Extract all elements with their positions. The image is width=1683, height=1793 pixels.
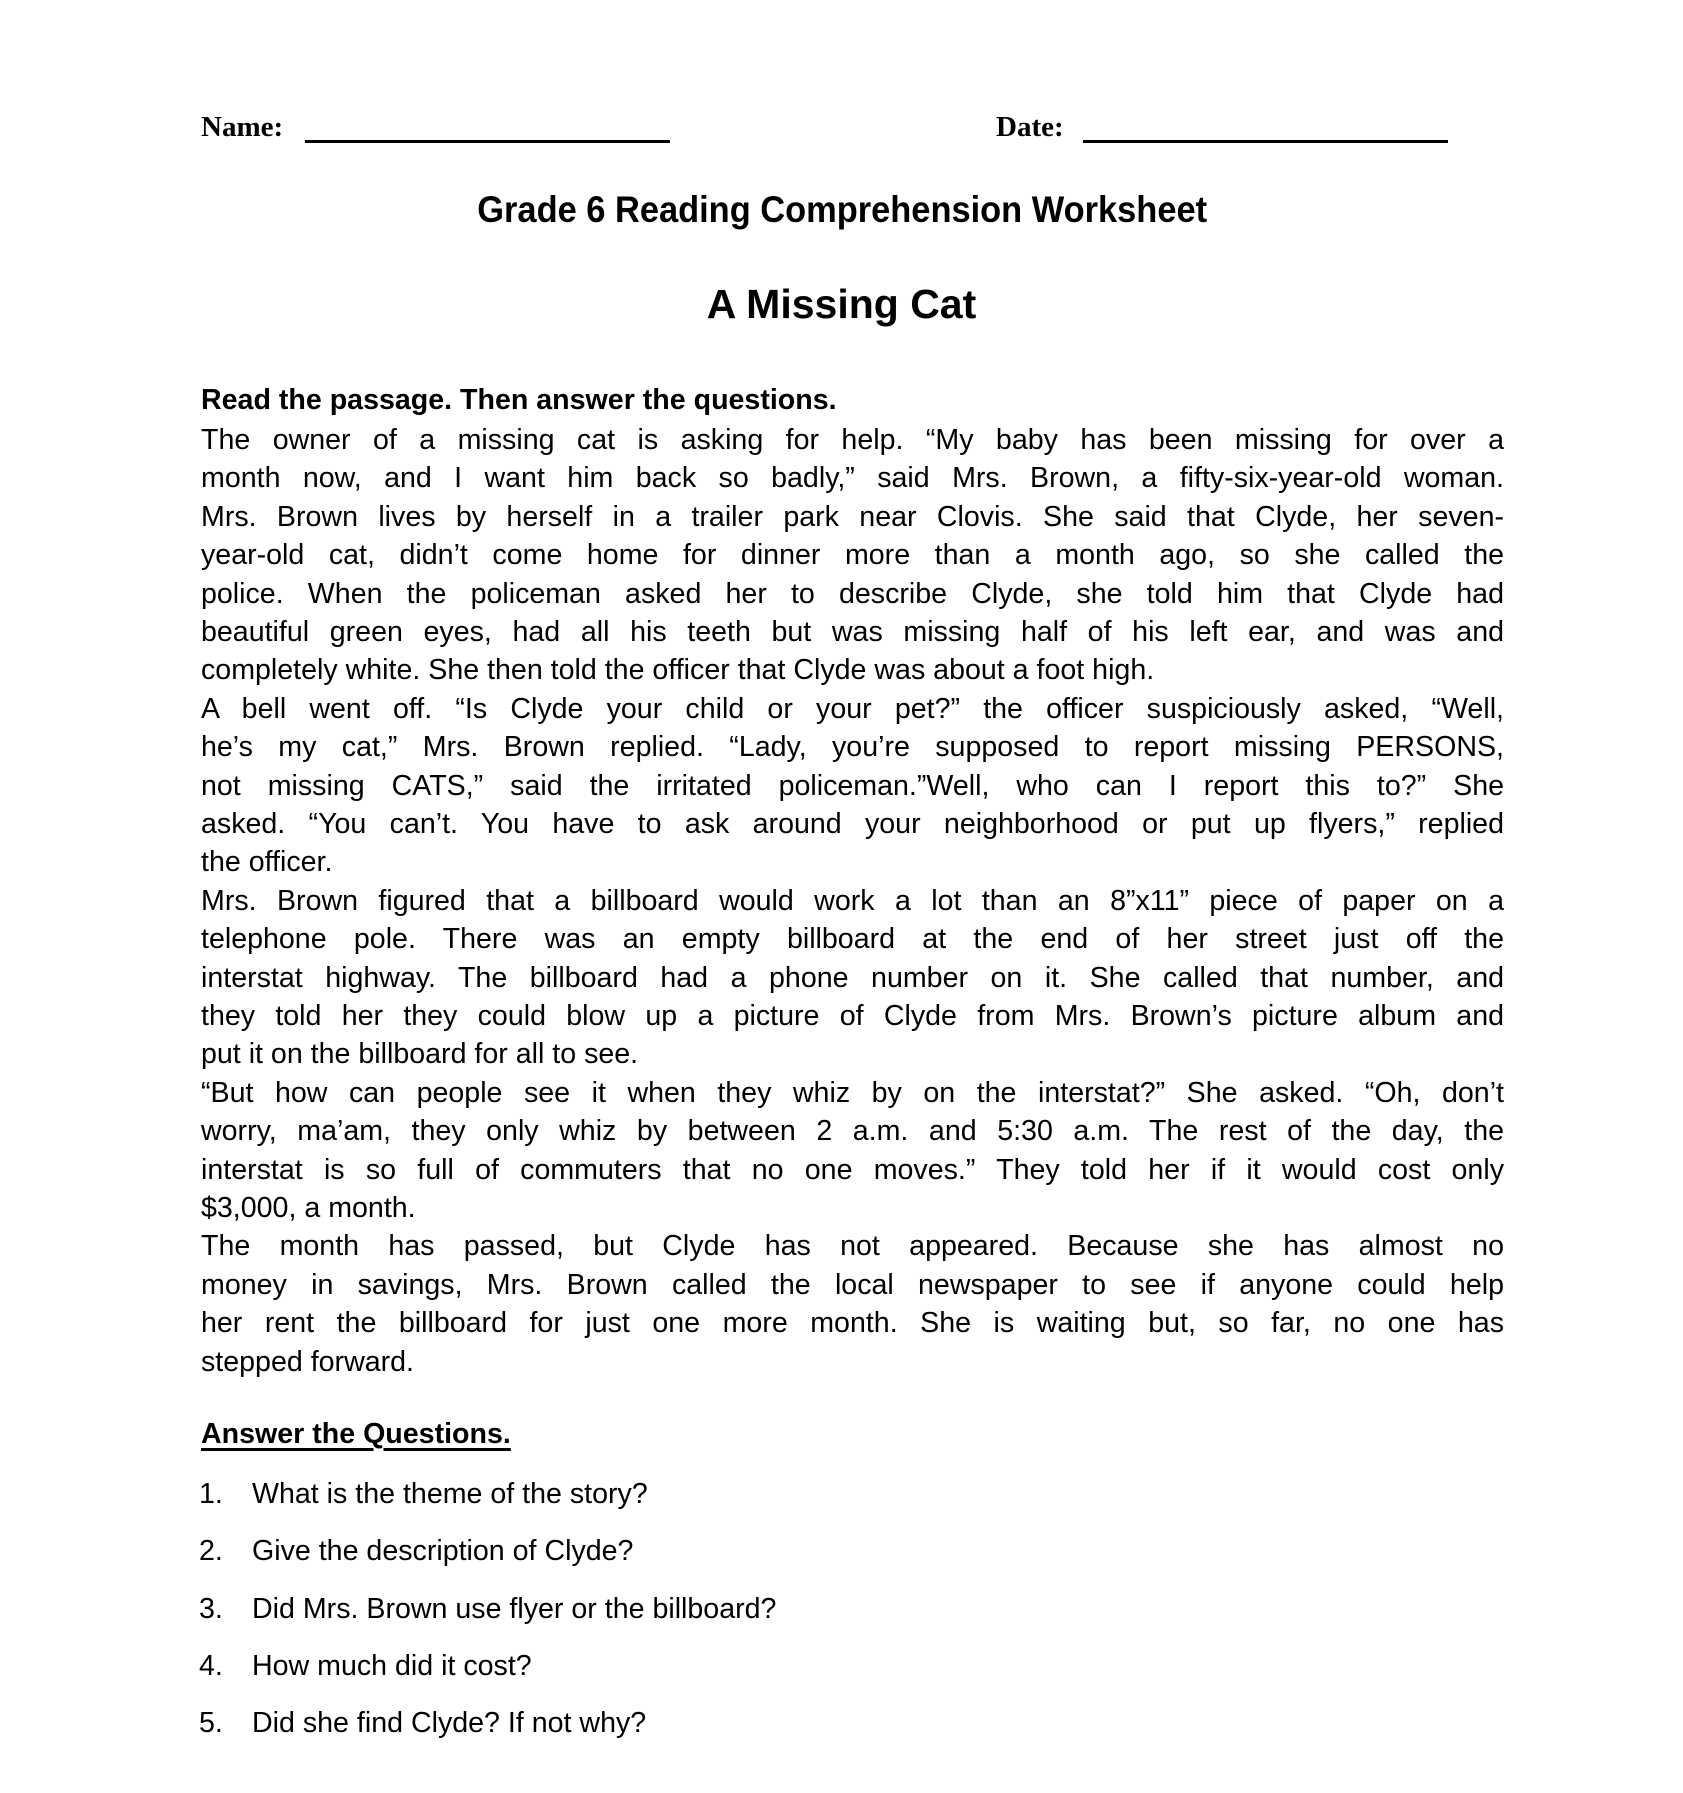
passage-line: Mrs. Brown lives by herself in a trailer park near Clovis. She said that Clyde, her seven-	[201, 500, 1504, 533]
question-item	[199, 1647, 532, 1685]
passage-line: The owner of a missing cat is asking for help. “My baby has been missing for over a	[201, 424, 1504, 456]
question-text: Give the description of Clyde?	[252, 1535, 634, 1568]
passage-line: her rent the billboard for just one more month. She is waiting but, so far, no one has	[201, 1307, 1504, 1340]
questions-heading: Answer the Questions.	[201, 1418, 511, 1450]
question-item	[199, 1532, 633, 1570]
passage-line: $3,000, a month.	[201, 1192, 416, 1224]
passage-line: beautiful green eyes, had all his teeth but was missing half of his left ear, and was and	[201, 616, 1504, 648]
passage-line: stepped forward.	[201, 1345, 414, 1378]
date-label: Date:	[996, 111, 1064, 143]
passage-line: telephone pole. There was an empty billboard at the end of her street just off the	[201, 923, 1504, 956]
name-label: Name:	[201, 111, 284, 143]
passage-line: police. When the policeman asked her to describe Clyde, she told him that Clyde had	[201, 577, 1504, 610]
question-text: What is the theme of the story?	[252, 1478, 648, 1510]
question-number: 3.	[199, 1592, 223, 1625]
question-text: How much did it cost?	[252, 1649, 532, 1682]
passage-line: interstat highway. The billboard had a phone number on it. She called that number, and	[201, 961, 1504, 994]
passage-line: worry, ma’am, they only whiz by between 2 a.m. and 5:30 a.m. The rest of the day, the	[201, 1115, 1504, 1148]
passage-line: month now, and I want him back so badly,” said Mrs. Brown, a fifty-six-year-old woman.	[201, 462, 1504, 495]
passage-line: put it on the billboard for all to see.	[201, 1038, 639, 1071]
question-item	[199, 1704, 646, 1742]
passage-line: year-old cat, didn’t come home for dinner more than a month ago, so she called the	[201, 539, 1504, 572]
passage-line: money in savings, Mrs. Brown called the local newspaper to see if anyone could help	[201, 1268, 1504, 1301]
question-number: 5.	[199, 1707, 223, 1740]
passage-line: Mrs. Brown figured that a billboard would work a lot than an 8”x11” piece of paper on a	[201, 884, 1504, 917]
passage-line: The month has passed, but Clyde has not appeared. Because she has almost no	[201, 1230, 1504, 1263]
question-item	[199, 1475, 648, 1513]
passage-line: asked. “You can’t. You have to ask around your neighborhood or put up flyers,” replied	[201, 808, 1504, 840]
passage-line: not missing CATS,” said the irritated policeman.”Well, who can I report this to?” She	[201, 769, 1504, 802]
question-item	[199, 1590, 776, 1628]
question-number: 2.	[199, 1535, 223, 1568]
question-text: Did Mrs. Brown use flyer or the billboard?	[252, 1592, 777, 1625]
passage-line: they told her they could blow up a picture of Clyde from Mrs. Brown’s picture album and	[201, 1000, 1504, 1032]
question-number: 4.	[199, 1649, 223, 1682]
passage-line: A bell went off. “Is Clyde your child or your pet?” the officer suspiciously asked, “Well,	[201, 692, 1504, 725]
question-number: 1.	[199, 1478, 223, 1510]
passage-line: he’s my cat,” Mrs. Brown replied. “Lady, you’re supposed to report missing PERSONS,	[201, 731, 1504, 764]
passage-line: interstat is so full of commuters that no one moves.” They told her if it would cost only	[201, 1153, 1504, 1186]
passage-line: “But how can people see it when they whiz by on the interstat?” She asked. “Oh, don’t	[201, 1076, 1504, 1109]
instructions: Read the passage. Then answer the questions.	[201, 384, 837, 416]
passage-line: completely white. She then told the officer that Clyde was about a foot high.	[201, 654, 1155, 687]
passage-line: the officer.	[201, 846, 333, 879]
worksheet-title: Grade 6 Reading Comprehension Worksheet	[477, 189, 1208, 230]
question-text: Did she find Clyde? If not why?	[252, 1707, 647, 1740]
name-field-line[interactable]	[305, 140, 670, 143]
story-title: A Missing Cat	[706, 281, 977, 327]
date-field-line[interactable]	[1083, 140, 1448, 143]
